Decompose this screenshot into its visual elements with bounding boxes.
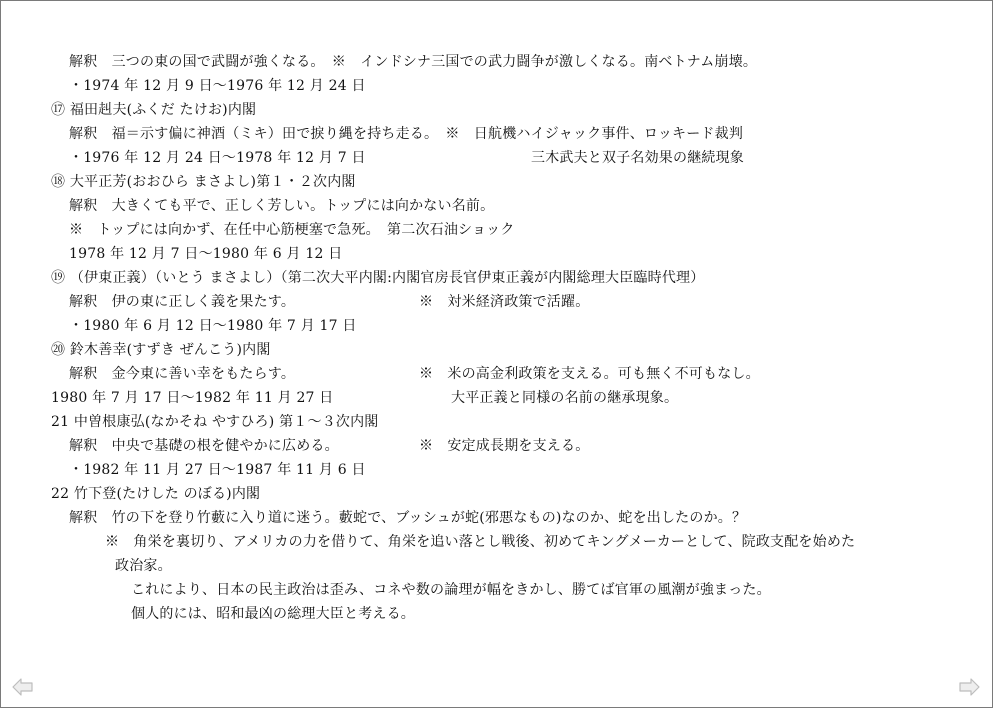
- text-line: ・1976 年 12 月 24 日～1978 年 12 月 7 日: [69, 150, 366, 166]
- text-line: 三木武夫と双子名効果の継続現象: [531, 150, 744, 166]
- text-line: ※ 安定成長期を支える。: [419, 438, 590, 454]
- text-line: 1978 年 12 月 7 日～1980 年 6 月 12 日: [69, 246, 343, 262]
- text-line: 1980 年 7 月 17 日～1982 年 11 月 27 日: [51, 390, 334, 406]
- text-line: ⑳ 鈴木善幸(すずき ぜんこう)内閣: [51, 342, 271, 358]
- text-line: ・1980 年 6 月 12 日～1980 年 7 月 17 日: [69, 318, 357, 334]
- text-line: 解釈 伊の東に正しく義を果たす。: [69, 294, 296, 310]
- text-line: 解釈 三つの東の国で武闘が強くなる。 ※ インドシナ三国での武力闘争が激しくなる。南ベトナム崩壊。: [69, 54, 758, 70]
- text-line: 解釈 金今東に善い幸をもたらす。: [69, 366, 296, 382]
- text-line: 解釈 福＝示す偏に神酒（ミキ）田で捩り縄を持ち走る。 ※ 日航機ハイジャック事件、ロッキード裁判: [69, 126, 744, 142]
- previous-page-button[interactable]: [11, 676, 35, 698]
- text-line: 21 中曽根康弘(なかそね やすひろ) 第１～３次内閣: [51, 414, 379, 430]
- next-page-button[interactable]: [957, 676, 981, 698]
- text-line: ・1974 年 12 月 9 日～1976 年 12 月 24 日: [69, 78, 366, 94]
- text-line: 個人的には、昭和最凶の総理大臣と考える。: [131, 606, 415, 622]
- text-line: 大平正義と同様の名前の継承現象。: [451, 390, 679, 406]
- text-line: これにより、日本の民主政治は歪み、コネや数の論理が幅をきかし、勝てば官軍の風潮が強まった。: [131, 582, 771, 598]
- text-line: ・1982 年 11 月 27 日～1987 年 11 月 6 日: [69, 462, 366, 478]
- text-line: ※ 米の高金利政策を支える。可も無く不可もなし。: [419, 366, 760, 382]
- arrow-left-icon: [11, 676, 35, 698]
- text-line: ※ 角栄を裏切り、アメリカの力を借りて、角栄を追い落とし戦後、初めてキングメーカーとして、院政支配を始めた: [105, 534, 856, 550]
- text-line: 解釈 中央で基礎の根を健やかに広める。: [69, 438, 339, 454]
- text-line: 22 竹下登(たけした のぼる)内閣: [51, 486, 261, 502]
- text-line: ※ トップには向かず、在任中心筋梗塞で急死。 第二次石油ショック: [69, 222, 515, 238]
- arrow-right-icon: [957, 676, 981, 698]
- text-line: 解釈 竹の下を登り竹藪に入り道に迷う。藪蛇で、ブッシュが蛇(邪悪なもの)なのか、蛇を出したのか。？: [69, 510, 747, 526]
- text-line: ⑰ 福田赳夫(ふくだ たけお)内閣: [51, 102, 257, 118]
- text-line: 政治家。: [115, 558, 172, 574]
- text-line: ※ 対米経済政策で活躍。: [419, 294, 590, 310]
- text-line: ⑲ （伊東正義）（いとう まさよし）（第二次大平内閣:内閣官房長官伊東正義が内閣総理大臣臨時代理）: [51, 270, 705, 286]
- text-line: 解釈 大きくても平で、正しく芳しい。トップには向かない名前。: [69, 198, 495, 214]
- text-line: ⑱ 大平正芳(おおひら まさよし)第１・２次内閣: [51, 174, 356, 190]
